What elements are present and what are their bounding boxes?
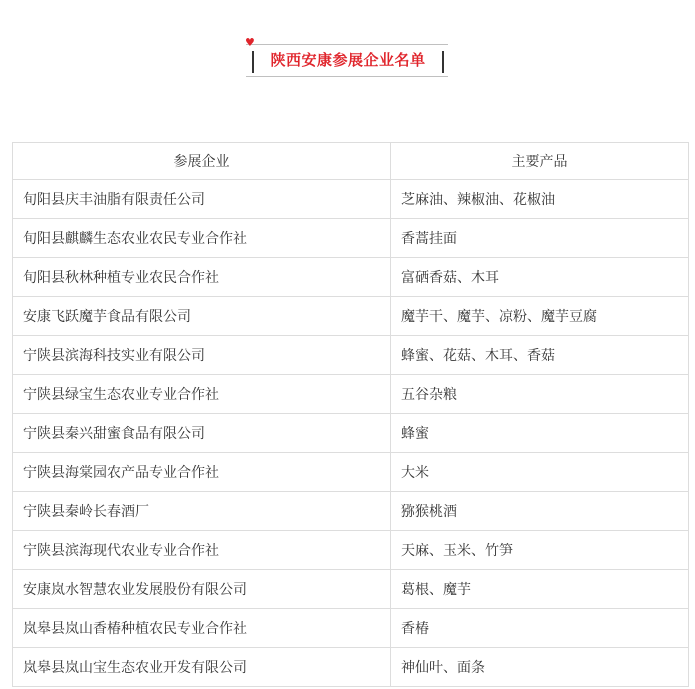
table-row	[13, 258, 689, 297]
table-body	[13, 180, 689, 687]
products-cell: 神仙叶、面条	[391, 648, 689, 687]
table-row	[13, 180, 689, 219]
table-row	[13, 492, 689, 531]
table-row	[13, 531, 689, 570]
products-cell: 天麻、玉米、竹笋	[391, 531, 689, 570]
company-cell: 旬阳县秋林种植专业农民合作社	[13, 258, 391, 297]
exhibitor-table	[12, 142, 689, 687]
company-cell: 安康飞跃魔芋食品有限公司	[13, 297, 391, 336]
company-cell: 岚皋县岚山香椿种植农民专业合作社	[13, 609, 391, 648]
page-title: 陕西安康参展企业名单	[270, 51, 426, 69]
company-cell: 宁陕县滨海现代农业专业合作社	[13, 531, 391, 570]
table-row	[13, 297, 689, 336]
table-row	[13, 414, 689, 453]
products-cell: 香蒿挂面	[391, 219, 689, 258]
header-products: 主要产品	[391, 143, 689, 180]
products-cell: 蜂蜜	[391, 414, 689, 453]
company-cell: 旬阳县庆丰油脂有限责任公司	[13, 180, 391, 219]
heart-icon: ♥	[245, 36, 255, 49]
products-cell: 猕猴桃酒	[391, 492, 689, 531]
company-cell: 宁陕县秦兴甜蜜食品有限公司	[13, 414, 391, 453]
header-company: 参展企业	[13, 143, 391, 180]
company-cell: 宁陕县海棠园农产品专业合作社	[13, 453, 391, 492]
table-row	[13, 336, 689, 375]
products-cell: 富硒香菇、木耳	[391, 258, 689, 297]
products-cell: 五谷杂粮	[391, 375, 689, 414]
table-row	[13, 375, 689, 414]
table-row	[13, 453, 689, 492]
products-cell: 香椿	[391, 609, 689, 648]
company-cell: 岚皋县岚山宝生态农业开发有限公司	[13, 648, 391, 687]
company-cell: 宁陕县绿宝生态农业专业合作社	[13, 375, 391, 414]
products-cell: 芝麻油、辣椒油、花椒油	[391, 180, 689, 219]
products-cell: 大米	[391, 453, 689, 492]
company-cell: 宁陕县滨海科技实业有限公司	[13, 336, 391, 375]
page-title-block	[245, 36, 450, 77]
company-cell: 安康岚水智慧农业发展股份有限公司	[13, 570, 391, 609]
table-header-row	[13, 143, 689, 180]
table-row	[13, 648, 689, 687]
products-cell: 魔芋干、魔芋、凉粉、魔芋豆腐	[391, 297, 689, 336]
table-row	[13, 609, 689, 648]
table-row	[13, 570, 689, 609]
table-row	[13, 219, 689, 258]
products-cell: 蜂蜜、花菇、木耳、香菇	[391, 336, 689, 375]
products-cell: 葛根、魔芋	[391, 570, 689, 609]
company-cell: 宁陕县秦岭长春酒厂	[13, 492, 391, 531]
company-cell: 旬阳县麒麟生态农业农民专业合作社	[13, 219, 391, 258]
